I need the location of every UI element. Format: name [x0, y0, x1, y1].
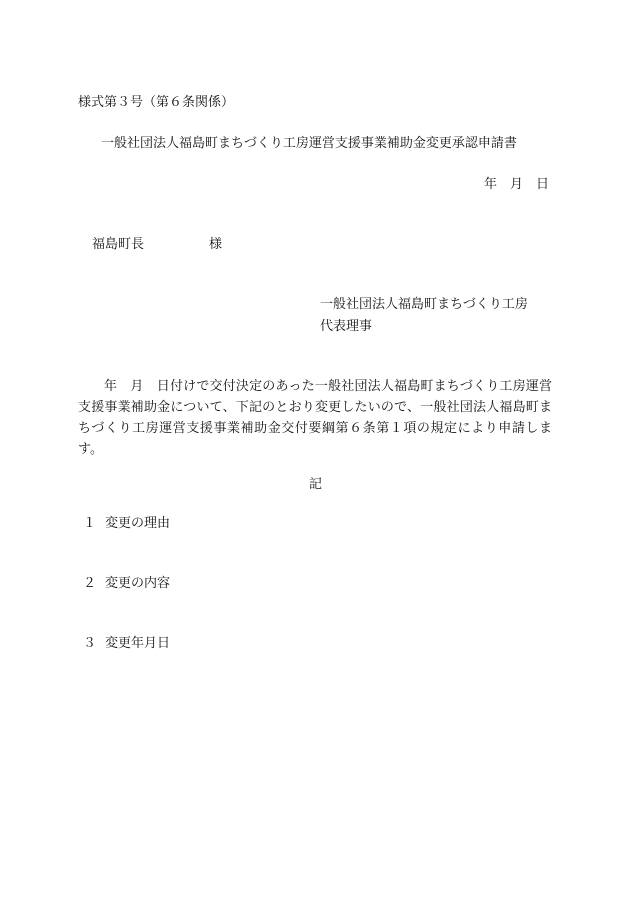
date-line: 年 月 日: [483, 177, 549, 192]
item-number: １: [83, 516, 97, 531]
application-body-text: 年 月 日付けで交付決定のあった一般社団法人福島町まちづくり工房運営支援事業補助金について、下記のとおり変更したいので、一般社団法人福島町まちづくり工房運営支援事業補助金交付要綱第６条第１項の規定により申請します。: [78, 379, 552, 457]
item-number: ２: [83, 576, 97, 591]
document-title: 一般社団法人福島町まちづくり工房運営支援事業補助金変更承認申請書: [101, 136, 517, 151]
item-label: 変更年月日: [105, 636, 171, 651]
applicant-representative: 代表理事: [320, 319, 373, 334]
item-number: ３: [83, 636, 97, 651]
ki-heading: 記: [309, 477, 323, 492]
applicant-organization: 一般社団法人福島町まちづくり工房: [320, 297, 528, 312]
list-item: [83, 517, 170, 530]
addressee: 福島町長 様: [92, 237, 223, 252]
item-label: 変更の理由: [105, 516, 171, 531]
item-label: 変更の内容: [105, 576, 171, 591]
form-number: 様式第３号（第６条関係）: [78, 95, 235, 110]
list-item: [83, 577, 170, 590]
list-item: [83, 637, 170, 650]
